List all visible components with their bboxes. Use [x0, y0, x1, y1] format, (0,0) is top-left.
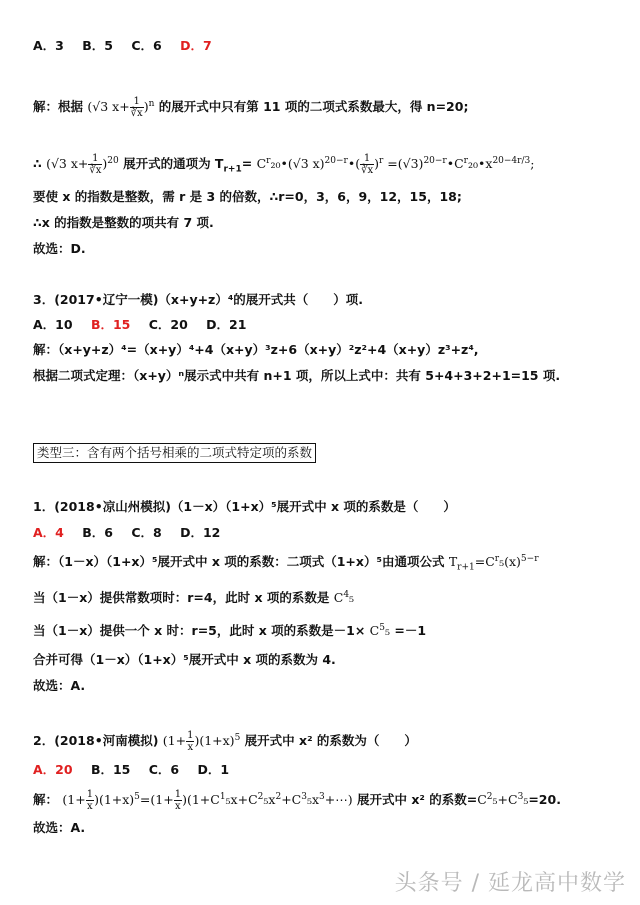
q3-sol-line1: 解：（x+y+z）⁴=（x+y）⁴+4（x+y）³z+6（x+y）²z²+4（x+y）z³+z⁴, [33, 342, 479, 357]
q2-options [33, 762, 229, 778]
sol-text: 解： [33, 792, 59, 808]
q1-stem: 1．(2018•凉山州模拟)（1－x）（1+x）⁵展开式中 x 项的系数是（ ） [33, 499, 456, 514]
q1-sol-line4: 合并可得（1－x）（1+x）⁵展开式中 x 项的系数为 4. [33, 652, 336, 667]
general-term-formula: $T_{r+1}=C^r_5(x)^{5-r}$ [448, 554, 539, 573]
combination-formula: $C^5_5$ [369, 623, 390, 639]
q3-stem: 3．(2017•辽宁一模)（x+y+z）⁴的展开式共（ ）项. [33, 292, 364, 307]
binomial-formula: (√3 x+ $\frac{1}{∛x}$ )$^{20}$ [46, 153, 119, 177]
opt-c: C．6 [131, 38, 162, 53]
q2-stem [33, 730, 417, 753]
opt-a: A．3 [33, 38, 64, 53]
watermark: 头条号 / 延龙高中数学 [394, 871, 626, 896]
equals: = [241, 156, 253, 172]
opt-c: C．20 [148, 317, 188, 332]
opt-a: A．10 [33, 317, 73, 332]
product-formula: (1+ $\frac{1}{x}$ )$(1+x)^5$ [162, 730, 241, 754]
sol-text: 展开式中 x² 的系数= [356, 792, 478, 808]
sol-text: 当（1－x）提供常数项时：r=4，此时 x 项的系数是 [33, 590, 330, 606]
combination-sum: $C^2_5+C^3_5$ [477, 792, 529, 808]
prev-options [33, 38, 212, 54]
sol-text: 2．(2018•河南模拟) [33, 733, 159, 749]
therefore-symbol: ∴ [33, 156, 42, 172]
opt-b: B．15 [90, 762, 131, 777]
opt-c: C．8 [131, 525, 162, 540]
opt-d: D．1 [197, 762, 230, 777]
sol-text: 解：根据 [33, 99, 84, 115]
sol-text: 解：（1－x）（1+x）⁵展开式中 x 项的系数：二项式（1+x）⁵由通项公式 [33, 554, 445, 570]
opt-b: B．5 [82, 38, 113, 53]
prev-sol-line4: ∴x 的指数是整数的项共有 7 项. [33, 215, 214, 230]
q1-sol-line2 [33, 587, 354, 606]
q1-sol-line3 [33, 620, 426, 639]
sol-text: 的展开式中只有第 11 项的二项式系数最大，得 n=20; [158, 99, 469, 115]
binomial-formula: (√3 x+ $\frac{1}{∛x}$ )$^n$ [87, 96, 155, 120]
q1-sol-line1 [33, 551, 539, 576]
opt-d: D．21 [206, 317, 247, 332]
general-term-formula: $C^r_{20}•(√3$ x)$^{20-r}$•( $\frac{1}{∛x}$ )$^r =(√3)^{20-r}•C^r_{20}•x^{20-4r/3}$; [256, 153, 535, 177]
q1-answer: 故选：A. [33, 678, 86, 693]
sol-text: =－1 [394, 623, 427, 639]
prev-sol-line3: 要使 x 的指数是整数，需 r 是 3 的倍数，∴r=0，3，6，9，12，15，18; [33, 189, 462, 204]
opt-b: B．6 [82, 525, 113, 540]
q2-sol-line1 [33, 789, 561, 812]
combination-formula: $C^4_5$ [333, 590, 355, 606]
subscript: r+1 [223, 164, 242, 175]
expansion-formula: (1+ $\frac{1}{x}$ )$(1+x)^5=(1+$ $\frac{1}{x}$ )$(1+C^1_5x+C^2_5x^2+C^3_5x^3+\cdots)$ [62, 789, 353, 813]
sol-text: 展开式的通项为 T [123, 156, 224, 172]
opt-d: D．12 [180, 525, 221, 540]
opt-b-correct: B．15 [90, 317, 131, 332]
sol-text: =20. [528, 792, 561, 808]
section-title: 类型三：含有两个括号相乘的二项式特定项的系数 [33, 443, 316, 463]
opt-a-correct: A．20 [33, 762, 73, 777]
prev-sol-line2 [33, 153, 534, 178]
q1-options [33, 525, 220, 541]
opt-a-correct: A．4 [33, 525, 64, 540]
q2-answer: 故选：A. [33, 820, 86, 835]
sol-text: 展开式中 x² 的系数为（ ） [244, 733, 417, 749]
prev-answer: 故选：D. [33, 241, 86, 256]
q3-options [33, 317, 246, 333]
prev-sol-line1 [33, 96, 468, 119]
sol-text: 当（1－x）提供一个 x 时：r=5，此时 x 项的系数是－1× [33, 623, 366, 639]
opt-c: C．6 [148, 762, 180, 777]
q3-sol-line2: 根据二项式定理：（x+y）ⁿ展示式中共有 n+1 项，所以上式中：共有 5+4+3+2+1=15 项. [33, 368, 561, 383]
opt-d-correct: D．7 [180, 38, 212, 53]
